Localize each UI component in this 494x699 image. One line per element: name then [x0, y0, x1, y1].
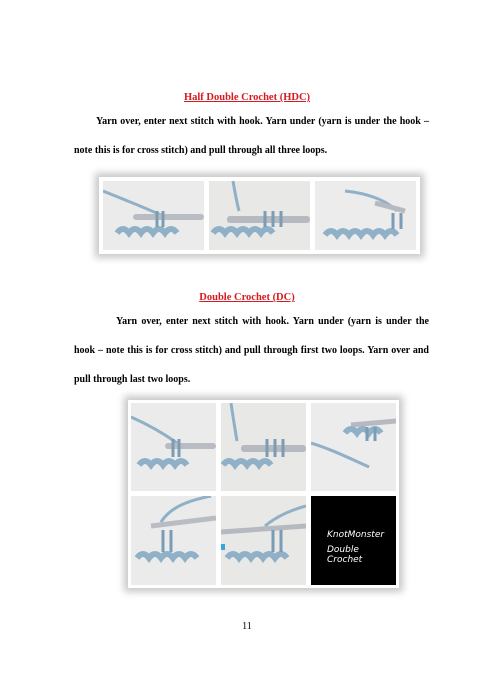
dc-step-5-photo: [221, 496, 306, 585]
dc-step-2-photo: [221, 403, 306, 491]
badge-title: Double Crochet: [327, 545, 363, 565]
dc-instructions: Yarn over, enter next stitch with hook. Yarn under (yarn is under the hook – note this is for cross stitch) and pull through first two loops. Yarn over and pull through last two loops.: [74, 316, 429, 385]
dc-photo-grid: [128, 400, 399, 588]
badge-brand: KnotMonster: [327, 530, 385, 540]
hdc-photo-strip: [99, 177, 420, 254]
dc-heading: Double Crochet (DC): [199, 292, 295, 303]
knotmonster-badge: [311, 496, 396, 585]
hdc-step-1-photo: [103, 181, 204, 250]
hdc-step-2-photo: [209, 181, 310, 250]
hdc-heading: Half Double Crochet (HDC): [183, 92, 311, 103]
dc-step-4-photo: [131, 496, 216, 585]
hdc-step-3-photo: [315, 181, 416, 250]
page-number: 11: [242, 621, 252, 632]
hdc-instructions: Yarn over, enter next stitch with hook. Yarn under (yarn is under the hook – note this is for cross stitch) and pull through all three loops.: [74, 116, 429, 156]
dc-step-3-photo: [311, 403, 396, 491]
dc-step-1-photo: [131, 403, 216, 491]
